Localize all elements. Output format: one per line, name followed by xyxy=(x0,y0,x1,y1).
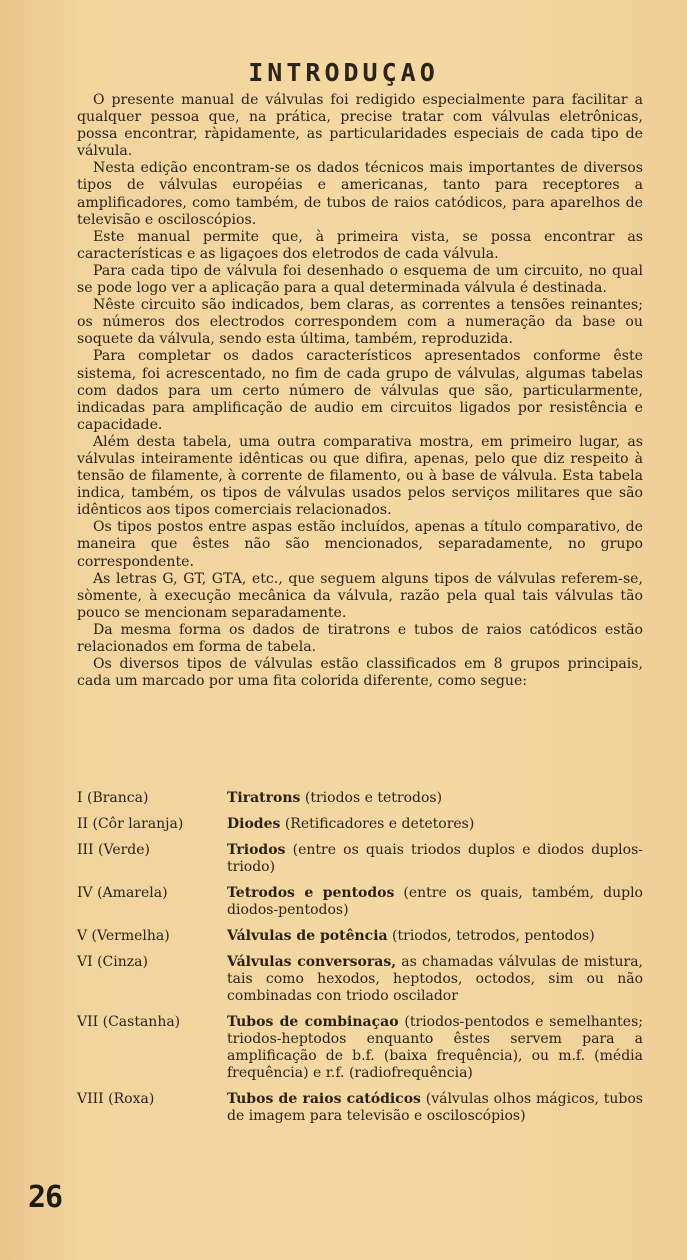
group-description xyxy=(227,928,643,945)
group-detail: (Retificadores e detetores) xyxy=(280,816,475,832)
group-name: VIII (Roxa) xyxy=(77,1091,155,1107)
group-name: V (Vermelha) xyxy=(77,928,170,944)
paragraph: Os tipos postos entre aspas estão incluídos, apenas a título comparativo, de maneira que êstes não são mencionados, separadamente, no grupo correspondente. xyxy=(77,519,643,570)
paragraph: Da mesma forma os dados de tiratrons e tubos de raios catódicos estão relacionados em forma de tabela. xyxy=(77,621,643,655)
paragraph: Além desta tabela, uma outra comparativa mostra, em primeiro lugar, as válvulas inteiramente idênticas ou que difira, apenas, pelo que diz respeito à tensão de filamente, à corrente de filamento, ou à base de válvula. Esta tabela indica, também, os tipos de válvulas usados pelos serviços militares que são idênticos aos tipos comerciais relacionados. xyxy=(77,433,643,519)
group-detail: (entre os quais triodos duplos e diodos duplos-triodo) xyxy=(227,842,643,875)
group-type: Válvulas conversoras, xyxy=(227,954,397,970)
group-description xyxy=(227,816,643,833)
group-description xyxy=(227,790,643,807)
group-name: IV (Amarela) xyxy=(77,885,168,901)
group-row xyxy=(77,885,643,919)
page-title: INTRODUÇAO xyxy=(248,58,439,87)
group-detail: as chamadas válvulas de mistura, tais como hexodos, heptodos, octodos, sim ou não combinadas con triodo oscilador xyxy=(227,954,643,1004)
group-name: VII (Castanha) xyxy=(77,1014,181,1030)
paragraph: Os diversos tipos de válvulas estão classificados em 8 grupos principais, cada um marcado por uma fita colorida diferente, como segue: xyxy=(77,656,643,690)
group-row xyxy=(77,928,643,945)
paragraph: Nesta edição encontram-se os dados técnicos mais importantes de diversos tipos de válvulas européias e americanas, tanto para receptores a amplificadores, como também, de tubos de raios catódicos, para aparelhos de televisão e osciloscópios. xyxy=(77,160,643,228)
group-detail: (triodos e tetrodos) xyxy=(300,790,443,806)
paragraph: Nêste circuito são indicados, bem claras, as correntes a tensões reinantes; os números dos electrodos correspondem com a numeração da base ou soquete da válvula, sendo esta última, também, reproduzida. xyxy=(77,297,643,348)
group-row xyxy=(77,1014,643,1082)
group-name: II (Côr laranja) xyxy=(77,816,184,832)
group-type: Diodes xyxy=(227,816,281,832)
group-name: VI (Cinza) xyxy=(77,954,148,970)
group-description xyxy=(227,885,643,919)
group-detail: (válvulas olhos mágicos, tubos de imagem para televisão e osciloscópios) xyxy=(227,1091,643,1124)
group-description xyxy=(227,842,643,876)
paragraph: As letras G, GT, GTA, etc., que seguem alguns tipos de válvulas referem-se, sòmente, à execução mecânica da válvula, razão pela qual tais válvulas tão pouco se mencionam separadamente. xyxy=(77,570,643,621)
group-row xyxy=(77,816,643,833)
group-row xyxy=(77,1091,643,1125)
valve-groups-list xyxy=(77,790,643,1134)
group-type: Tubos de raios catódicos xyxy=(227,1091,421,1107)
group-name: III (Verde) xyxy=(77,842,151,858)
group-description xyxy=(227,954,643,1005)
group-row xyxy=(77,790,643,807)
paragraph: Este manual permite que, à primeira vista, se possa encontrar as características e as ligaçoes dos eletrodos de cada válvula. xyxy=(77,228,643,262)
group-description xyxy=(227,1014,643,1082)
group-detail: (triodos, tetrodos, pentodos) xyxy=(387,928,595,944)
intro-text xyxy=(77,92,643,690)
group-type: Válvulas de potência xyxy=(227,928,388,944)
group-name: I (Branca) xyxy=(77,790,149,806)
group-row xyxy=(77,954,643,1005)
paragraph: Para completar os dados característicos apresentados conforme êste sistema, foi acrescentado, no fim de cada grupo de válvulas, algumas tabelas com dados para um certo número de válvulas que são, particularmente, indicadas para amplificação de audio em circuitos ligados por resistência e capacidade. xyxy=(77,348,643,433)
group-row xyxy=(77,842,643,876)
group-type: Tubos de combinaçao xyxy=(227,1014,399,1030)
group-detail: (triodos-pentodos e semelhantes; triodos-heptodos enquanto êstes servem para a amplificação de b.f. (baixa frequência), ou m.f. (média frequência) e r.f. (radiofrequência) xyxy=(227,1014,643,1081)
group-type: Tetrodos e pentodos xyxy=(227,885,395,901)
group-detail: (entre os quais, também, duplo diodos-pentodos) xyxy=(227,885,643,918)
paragraph: Para cada tipo de válvula foi desenhado o esquema de um circuito, no qual se pode logo ver a aplicação para a qual determinada válvula é destinada. xyxy=(77,262,643,297)
group-type: Triodos xyxy=(227,842,286,858)
paragraph: O presente manual de válvulas foi redigido especialmente para facilitar a qualquer pessoa que, na prática, precise tratar com válvulas eletrônicas, possa encontrar, ràpidamente, as particularidades especiais de cada tipo de válvula. xyxy=(77,92,643,160)
group-type: Tiratrons xyxy=(227,790,301,806)
page-number: 26 xyxy=(28,1180,63,1215)
group-description xyxy=(227,1091,643,1125)
